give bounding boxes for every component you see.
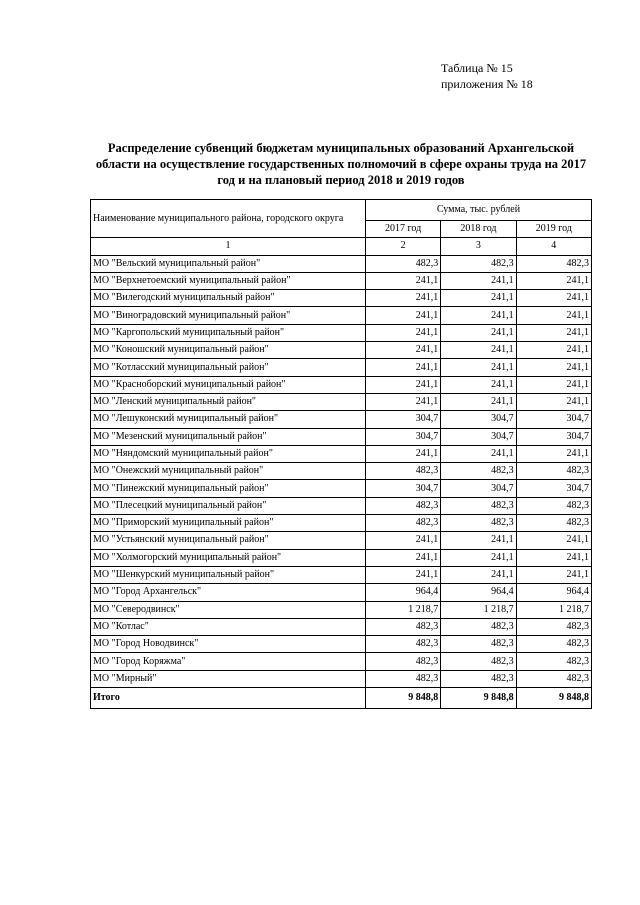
municipality-name: МО "Северодвинск" bbox=[91, 601, 366, 618]
amount-2019: 482,3 bbox=[516, 463, 591, 480]
table-row bbox=[91, 290, 592, 307]
amount-2017: 304,7 bbox=[365, 411, 440, 428]
table-row bbox=[91, 480, 592, 497]
municipality-name: МО "Верхнетоемский муниципальный район" bbox=[91, 272, 366, 289]
table-reference bbox=[441, 60, 533, 92]
amount-2018: 482,3 bbox=[441, 670, 516, 687]
amount-2018: 241,1 bbox=[441, 342, 516, 359]
municipality-name: МО "Мирный" bbox=[91, 670, 366, 687]
amount-2018: 482,3 bbox=[441, 618, 516, 635]
municipality-name: МО "Каргопольский муниципальный район" bbox=[91, 324, 366, 341]
amount-2018: 1 218,7 bbox=[441, 601, 516, 618]
amount-2018: 241,1 bbox=[441, 290, 516, 307]
amount-2019: 482,3 bbox=[516, 497, 591, 514]
amount-2019: 241,1 bbox=[516, 290, 591, 307]
table-row bbox=[91, 342, 592, 359]
amount-2018: 241,1 bbox=[441, 359, 516, 376]
table-row bbox=[91, 515, 592, 532]
amount-2017: 482,3 bbox=[365, 255, 440, 272]
municipality-name: МО "Лешуконский муниципальный район" bbox=[91, 411, 366, 428]
appendix-number: приложения № 18 bbox=[441, 77, 533, 91]
amount-2019: 304,7 bbox=[516, 428, 591, 445]
amount-2019: 482,3 bbox=[516, 670, 591, 687]
amount-2018: 241,1 bbox=[441, 445, 516, 462]
amount-2018: 482,3 bbox=[441, 653, 516, 670]
amount-2019: 304,7 bbox=[516, 480, 591, 497]
column-header-year-2017: 2017 год bbox=[365, 221, 440, 238]
amount-2018: 964,4 bbox=[441, 584, 516, 601]
table-row bbox=[91, 307, 592, 324]
municipality-name: МО "Плесецкий муниципальный район" bbox=[91, 497, 366, 514]
municipality-name: МО "Котлас" bbox=[91, 618, 366, 635]
table-body bbox=[91, 255, 592, 687]
table-row bbox=[91, 376, 592, 393]
amount-2019: 241,1 bbox=[516, 445, 591, 462]
table-row bbox=[91, 584, 592, 601]
amount-2017: 241,1 bbox=[365, 272, 440, 289]
column-header-sum: Сумма, тыс. рублей bbox=[365, 200, 591, 221]
amount-2019: 964,4 bbox=[516, 584, 591, 601]
table-row bbox=[91, 359, 592, 376]
amount-2019: 241,1 bbox=[516, 566, 591, 583]
column-header-year-2019: 2019 год bbox=[516, 221, 591, 238]
amount-2017: 964,4 bbox=[365, 584, 440, 601]
amount-2018: 482,3 bbox=[441, 636, 516, 653]
table-row bbox=[91, 255, 592, 272]
amount-2019: 241,1 bbox=[516, 549, 591, 566]
total-value-2019: 9 848,8 bbox=[516, 688, 591, 709]
table-row bbox=[91, 463, 592, 480]
amount-2017: 241,1 bbox=[365, 307, 440, 324]
municipality-name: МО "Город Архангельск" bbox=[91, 584, 366, 601]
amount-2018: 482,3 bbox=[441, 255, 516, 272]
table-row bbox=[91, 428, 592, 445]
amount-2019: 241,1 bbox=[516, 342, 591, 359]
total-value-2017: 9 848,8 bbox=[365, 688, 440, 709]
amount-2017: 482,3 bbox=[365, 515, 440, 532]
subvention-table bbox=[90, 199, 592, 709]
amount-2018: 241,1 bbox=[441, 376, 516, 393]
amount-2018: 482,3 bbox=[441, 497, 516, 514]
amount-2017: 241,1 bbox=[365, 532, 440, 549]
amount-2017: 482,3 bbox=[365, 497, 440, 514]
total-label: Итого bbox=[91, 688, 366, 709]
amount-2019: 241,1 bbox=[516, 393, 591, 410]
municipality-name: МО "Шенкурский муниципальный район" bbox=[91, 566, 366, 583]
amount-2017: 241,1 bbox=[365, 359, 440, 376]
amount-2017: 241,1 bbox=[365, 445, 440, 462]
municipality-name: МО "Приморский муниципальный район" bbox=[91, 515, 366, 532]
amount-2018: 482,3 bbox=[441, 463, 516, 480]
total-value-2018: 9 848,8 bbox=[441, 688, 516, 709]
amount-2019: 304,7 bbox=[516, 411, 591, 428]
amount-2019: 241,1 bbox=[516, 324, 591, 341]
amount-2018: 241,1 bbox=[441, 549, 516, 566]
table-row bbox=[91, 636, 592, 653]
municipality-name: МО "Холмогорский муниципальный район" bbox=[91, 549, 366, 566]
amount-2018: 304,7 bbox=[441, 480, 516, 497]
amount-2019: 482,3 bbox=[516, 618, 591, 635]
municipality-name: МО "Пинежский муниципальный район" bbox=[91, 480, 366, 497]
amount-2019: 482,3 bbox=[516, 255, 591, 272]
municipality-name: МО "Няндомский муниципальный район" bbox=[91, 445, 366, 462]
column-number: 2 bbox=[365, 238, 440, 255]
total-row bbox=[91, 688, 592, 709]
municipality-name: МО "Котласский муниципальный район" bbox=[91, 359, 366, 376]
municipality-name: МО "Мезенский муниципальный район" bbox=[91, 428, 366, 445]
column-number: 1 bbox=[91, 238, 366, 255]
amount-2018: 304,7 bbox=[441, 411, 516, 428]
municipality-name: МО "Вельский муниципальный район" bbox=[91, 255, 366, 272]
amount-2018: 241,1 bbox=[441, 307, 516, 324]
amount-2018: 241,1 bbox=[441, 566, 516, 583]
amount-2019: 1 218,7 bbox=[516, 601, 591, 618]
column-numbers-row bbox=[91, 238, 592, 255]
amount-2019: 241,1 bbox=[516, 359, 591, 376]
municipality-name: МО "Устьянский муниципальный район" bbox=[91, 532, 366, 549]
column-number: 4 bbox=[516, 238, 591, 255]
amount-2017: 241,1 bbox=[365, 376, 440, 393]
table-row bbox=[91, 601, 592, 618]
table-row bbox=[91, 324, 592, 341]
amount-2018: 304,7 bbox=[441, 428, 516, 445]
table-row bbox=[91, 445, 592, 462]
amount-2017: 482,3 bbox=[365, 463, 440, 480]
amount-2019: 482,3 bbox=[516, 515, 591, 532]
amount-2018: 241,1 bbox=[441, 393, 516, 410]
amount-2017: 304,7 bbox=[365, 428, 440, 445]
column-header-year-2018: 2018 год bbox=[441, 221, 516, 238]
amount-2018: 241,1 bbox=[441, 324, 516, 341]
table-row bbox=[91, 393, 592, 410]
table-row bbox=[91, 653, 592, 670]
municipality-name: МО "Город Новодвинск" bbox=[91, 636, 366, 653]
amount-2017: 482,3 bbox=[365, 653, 440, 670]
amount-2017: 241,1 bbox=[365, 324, 440, 341]
table-row bbox=[91, 549, 592, 566]
column-number: 3 bbox=[441, 238, 516, 255]
table-number: Таблица № 15 bbox=[441, 61, 513, 75]
column-header-name: Наименование муниципального района, городского округа bbox=[91, 200, 366, 238]
amount-2019: 482,3 bbox=[516, 636, 591, 653]
table-row bbox=[91, 566, 592, 583]
municipality-name: МО "Ленский муниципальный район" bbox=[91, 393, 366, 410]
municipality-name: МО "Красноборский муниципальный район" bbox=[91, 376, 366, 393]
amount-2017: 241,1 bbox=[365, 566, 440, 583]
amount-2017: 482,3 bbox=[365, 636, 440, 653]
amount-2017: 241,1 bbox=[365, 342, 440, 359]
table-row bbox=[91, 272, 592, 289]
amount-2017: 1 218,7 bbox=[365, 601, 440, 618]
amount-2018: 482,3 bbox=[441, 515, 516, 532]
amount-2019: 241,1 bbox=[516, 532, 591, 549]
municipality-name: МО "Онежский муниципальный район" bbox=[91, 463, 366, 480]
amount-2019: 241,1 bbox=[516, 307, 591, 324]
document-title: Распределение субвенций бюджетам муниципальных образований Архангельской области на осуществление государственных полномочий в сфере охраны труда на 2017 год и на плановый период 2018 и 2019 годов bbox=[95, 141, 587, 187]
amount-2019: 241,1 bbox=[516, 376, 591, 393]
municipality-name: МО "Город Коряжма" bbox=[91, 653, 366, 670]
table-row bbox=[91, 618, 592, 635]
table-row bbox=[91, 497, 592, 514]
municipality-name: МО "Вилегодский муниципальный район" bbox=[91, 290, 366, 307]
amount-2017: 241,1 bbox=[365, 393, 440, 410]
header-row bbox=[91, 200, 592, 221]
table-row bbox=[91, 670, 592, 687]
table-row bbox=[91, 411, 592, 428]
amount-2017: 482,3 bbox=[365, 670, 440, 687]
amount-2017: 482,3 bbox=[365, 618, 440, 635]
amount-2017: 241,1 bbox=[365, 290, 440, 307]
amount-2019: 241,1 bbox=[516, 272, 591, 289]
municipality-name: МО "Коношский муниципальный район" bbox=[91, 342, 366, 359]
amount-2017: 241,1 bbox=[365, 549, 440, 566]
table-row bbox=[91, 532, 592, 549]
municipality-name: МО "Виноградовский муниципальный район" bbox=[91, 307, 366, 324]
amount-2019: 482,3 bbox=[516, 653, 591, 670]
amount-2017: 304,7 bbox=[365, 480, 440, 497]
amount-2018: 241,1 bbox=[441, 272, 516, 289]
amount-2018: 241,1 bbox=[441, 532, 516, 549]
